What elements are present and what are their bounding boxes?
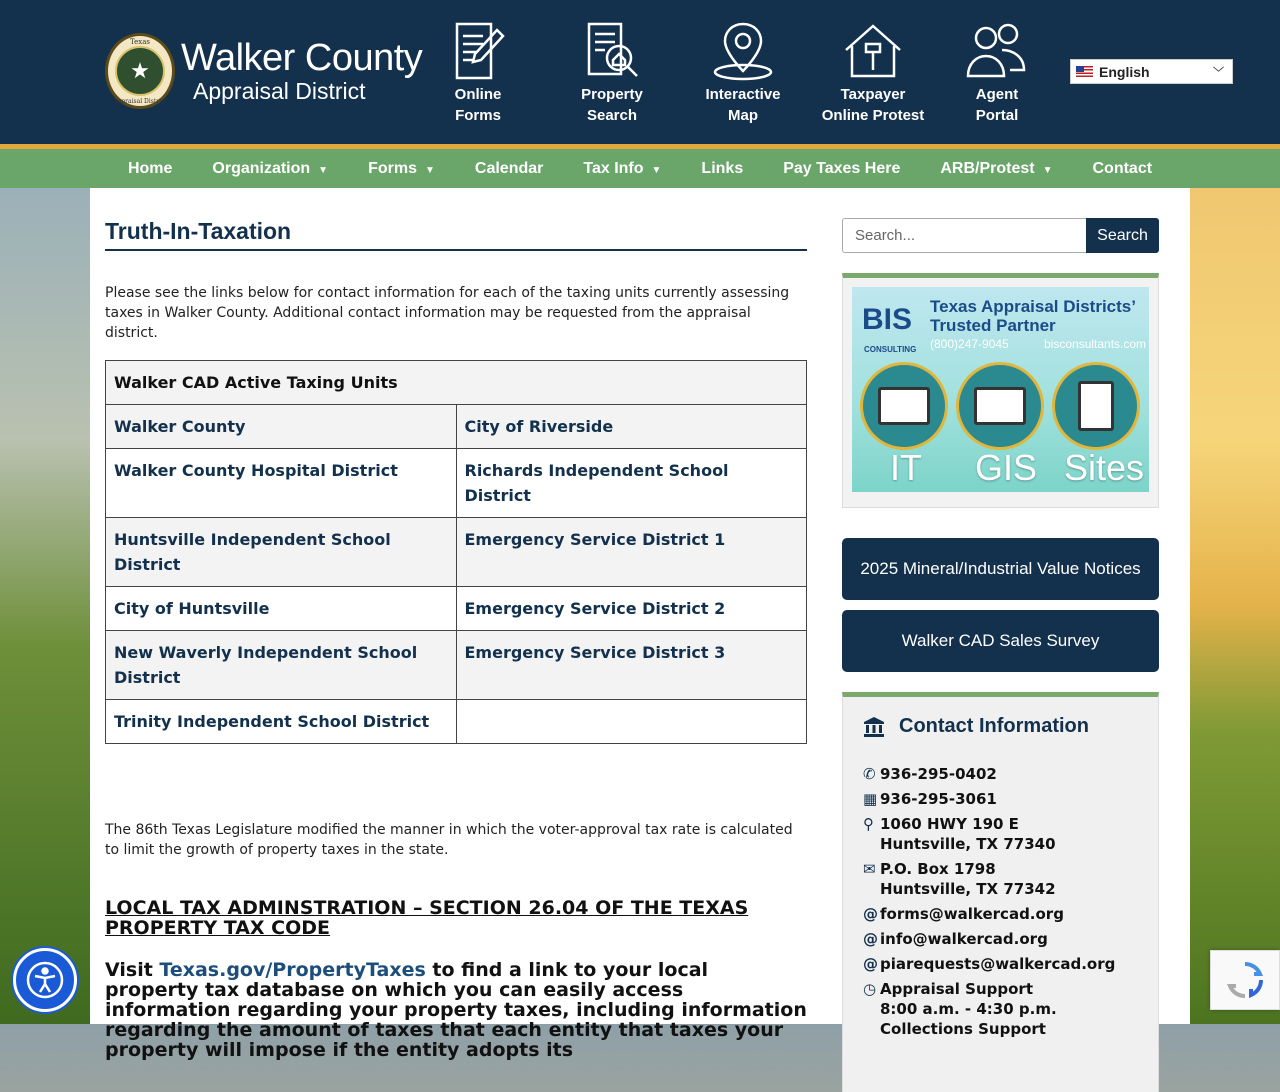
- nav-contact[interactable]: [1072, 160, 1172, 178]
- taxing-units-table: [105, 360, 807, 744]
- quick-link-line1: Interactive: [705, 86, 781, 103]
- contact-heading: [863, 715, 1138, 738]
- intro-text: Please see the links below for contact information for each of the taxing units currently assessing taxes in Walker County. Additional contact information may be requested from the appraisal district.: [105, 285, 790, 341]
- phone-icon: ✆: [863, 765, 876, 783]
- map-pin-icon: [712, 20, 774, 82]
- quick-link-line1: Taxpayer: [840, 86, 906, 103]
- taxing-unit-link[interactable]: City of Huntsville: [106, 587, 457, 631]
- background-field-right: [1190, 188, 1280, 1024]
- contact-phone-text: 936-295-0402: [880, 765, 997, 783]
- language-select[interactable]: [1070, 59, 1233, 84]
- nav-arb-protest[interactable]: [920, 160, 1072, 178]
- at-icon: @: [863, 930, 878, 948]
- nav-label: Pay Taxes Here: [783, 159, 901, 177]
- caret-down-icon: ▼: [424, 164, 435, 176]
- county-seal: [105, 33, 175, 109]
- contact-po2: Huntsville, TX 77342: [880, 880, 1056, 898]
- quick-link-interactive-map[interactable]: [678, 20, 808, 126]
- ad-brand: BIS: [862, 303, 913, 336]
- contact-email1: forms@walkercad.org: [880, 905, 1064, 923]
- recaptcha-badge[interactable]: [1210, 950, 1280, 1010]
- nav-home[interactable]: [108, 160, 192, 178]
- table-row: [106, 631, 807, 700]
- table-row: [106, 449, 807, 518]
- quick-link-line1: Agent: [975, 86, 1019, 103]
- nav-calendar[interactable]: [455, 160, 563, 178]
- empty-cell: [456, 700, 807, 744]
- table-row: [106, 587, 807, 631]
- recaptcha-icon: [1225, 960, 1265, 1000]
- taxing-unit-link[interactable]: New Waverly Independent School District: [106, 631, 457, 700]
- nav-label: ARB/Protest: [940, 159, 1035, 177]
- ad-label-it: IT: [890, 447, 922, 488]
- contact-email2: info@walkercad.org: [880, 930, 1048, 948]
- contact-fax: [863, 789, 1138, 809]
- quick-link-line2: Search: [586, 107, 638, 124]
- tablet-icon: [1052, 362, 1140, 450]
- quick-link-line2: Forms: [455, 107, 501, 124]
- contact-list: [863, 764, 1138, 1039]
- contact-po-box: [863, 859, 1138, 899]
- star-icon: ★: [115, 46, 165, 96]
- section-heading: LOCAL TAX ADMINSTRATION – SECTION 26.04 OF THE TEXAS PROPERTY TAX CODE: [105, 897, 749, 939]
- computer-icon: [860, 362, 948, 450]
- contact-hours3: Collections Support: [880, 1020, 1046, 1038]
- contact-po1: P.O. Box 1798: [880, 860, 996, 878]
- caret-down-icon: ▼: [318, 164, 329, 176]
- ad-label-sites: Sites: [1064, 447, 1145, 488]
- ad-label-gis: GIS: [975, 447, 1038, 488]
- taxing-unit-link[interactable]: Walker County: [106, 405, 457, 449]
- seal-text-bottom: Appraisal District: [113, 98, 167, 105]
- contact-widget: [842, 692, 1159, 1092]
- nav-label: Calendar: [474, 159, 544, 177]
- main-nav: [0, 149, 1280, 188]
- contact-email-pia[interactable]: [863, 954, 1138, 974]
- logo-line2: Appraisal District: [193, 78, 366, 104]
- legislature-text: The 86th Texas Legislature modified the manner in which the voter-approval tax rate is calculated to limit the growth of property taxes in the state.: [105, 822, 793, 858]
- contact-phone[interactable]: [863, 764, 1138, 784]
- nav-pay-taxes[interactable]: [763, 160, 920, 178]
- logo-text: [181, 38, 422, 104]
- visit-text: [105, 960, 807, 1060]
- site-logo[interactable]: [105, 33, 422, 109]
- taxing-unit-link[interactable]: Trinity Independent School District: [106, 700, 457, 744]
- contact-email3: piarequests@walkercad.org: [880, 955, 1116, 973]
- logo-line1: Walker County: [181, 37, 423, 79]
- ad-phone: (800)247-9045: [930, 337, 1009, 351]
- site-header: [0, 0, 1280, 144]
- contact-fax-text: 936-295-3061: [880, 790, 997, 808]
- ad-brand-sub: CONSULTING: [864, 345, 917, 354]
- sales-survey-button[interactable]: Walker CAD Sales Survey: [842, 610, 1159, 672]
- caret-down-icon: ▼: [1042, 164, 1053, 176]
- bis-consulting-ad[interactable]: [852, 287, 1149, 492]
- ad-url: bisconsultants.com: [1044, 337, 1147, 351]
- page-body: [90, 188, 1190, 1061]
- nav-forms[interactable]: [348, 160, 455, 178]
- ad-headline2: Trusted Partner: [930, 316, 1056, 335]
- quick-link-line2: Online Protest: [821, 107, 925, 124]
- quick-link-taxpayer-protest[interactable]: [808, 20, 938, 126]
- bank-icon: [863, 716, 885, 738]
- clock-icon: ◷: [863, 980, 877, 998]
- nav-label: Home: [127, 159, 173, 177]
- at-icon: @: [863, 955, 878, 973]
- sidebar: [842, 218, 1159, 1092]
- texas-gov-link[interactable]: Texas.gov/PropertyTaxes: [159, 959, 426, 981]
- us-flag-icon: [1076, 66, 1093, 77]
- caret-down-icon: ▼: [651, 164, 662, 176]
- nav-label: Tax Info: [583, 159, 644, 177]
- contact-address: [863, 814, 1138, 854]
- fax-icon: ▦: [863, 790, 878, 808]
- taxing-unit-link[interactable]: Walker County Hospital District: [106, 449, 457, 518]
- main-content: [105, 188, 807, 1060]
- nav-links[interactable]: [681, 160, 763, 178]
- contact-email-forms[interactable]: [863, 904, 1138, 924]
- page-title: Truth-In-Taxation: [105, 218, 807, 251]
- search-button[interactable]: Search: [1086, 218, 1159, 253]
- taxing-unit-link[interactable]: Huntsville Independent School District: [106, 518, 457, 587]
- quick-link-line1: Property: [581, 86, 643, 103]
- table-row: [106, 405, 807, 449]
- language-label: English: [1099, 63, 1150, 80]
- contact-email-info[interactable]: [863, 929, 1138, 949]
- nav-label: Contact: [1092, 159, 1153, 177]
- search-input[interactable]: Search...: [842, 218, 1086, 253]
- quick-link-line2: Portal: [975, 107, 1019, 124]
- at-icon: @: [863, 905, 878, 923]
- nav-tax-info[interactable]: [563, 160, 681, 178]
- quick-link-line2: Map: [728, 107, 758, 124]
- accessibility-button[interactable]: [13, 948, 77, 1012]
- laptop-map-icon: [956, 362, 1044, 450]
- search-form: [842, 218, 1159, 253]
- contact-address1: 1060 HWY 190 E: [880, 815, 1019, 833]
- table-row: [106, 700, 807, 744]
- sponsor-ad-widget: [842, 273, 1159, 508]
- nav-organization[interactable]: [192, 160, 348, 178]
- quick-link-agent-portal[interactable]: [932, 20, 1062, 126]
- contact-hours2: 8:00 a.m. - 4:30 p.m.: [880, 1000, 1057, 1018]
- table-header: Walker CAD Active Taxing Units: [106, 361, 807, 405]
- contact-hours: [863, 979, 1138, 1039]
- contact-hours1: Appraisal Support: [880, 980, 1033, 998]
- contact-address2: Huntsville, TX 77340: [880, 835, 1056, 853]
- chevron-down-icon: ﹀: [1213, 67, 1224, 79]
- envelope-icon: ✉: [863, 860, 876, 878]
- map-marker-icon: ⚲: [863, 815, 874, 833]
- gavel-house-icon: [842, 20, 904, 82]
- background-field-left: [0, 188, 90, 1024]
- quick-link-property-search[interactable]: [547, 20, 677, 126]
- document-pen-icon: [447, 20, 509, 82]
- nav-label: Organization: [212, 159, 311, 177]
- table-row: [106, 518, 807, 587]
- nav-label: Forms: [368, 159, 417, 177]
- taxing-unit-link[interactable]: Emergency Service District 3: [456, 631, 807, 700]
- taxing-unit-link[interactable]: Emergency Service District 1: [456, 518, 807, 587]
- taxing-unit-link[interactable]: Richards Independent School District: [456, 449, 807, 518]
- taxing-unit-link[interactable]: City of Riverside: [456, 405, 807, 449]
- taxing-unit-link[interactable]: Emergency Service District 2: [456, 587, 807, 631]
- contact-heading-text: Contact Information: [899, 715, 1089, 737]
- nav-label: Links: [701, 159, 744, 177]
- document-search-icon: [581, 20, 643, 82]
- people-icon: [966, 20, 1028, 82]
- ad-headline1: Texas Appraisal Districts’: [930, 297, 1136, 316]
- visit-prefix: Visit: [105, 959, 160, 981]
- ad-headline: [930, 297, 1136, 335]
- seal-text-top: Texas: [130, 38, 150, 46]
- accessibility-icon: [25, 960, 65, 1000]
- quick-link-online-forms[interactable]: [413, 20, 543, 126]
- quick-link-line1: Online: [454, 86, 502, 103]
- visit-suffix: to find a link to your local property tax database on which you can easily access information regarding your property taxes, including information regarding the amount of taxes that each entity that taxes your property will impose if the entity adopts its: [105, 959, 807, 1061]
- mineral-value-notices-button[interactable]: 2025 Mineral/Industrial Value Notices: [842, 538, 1159, 600]
